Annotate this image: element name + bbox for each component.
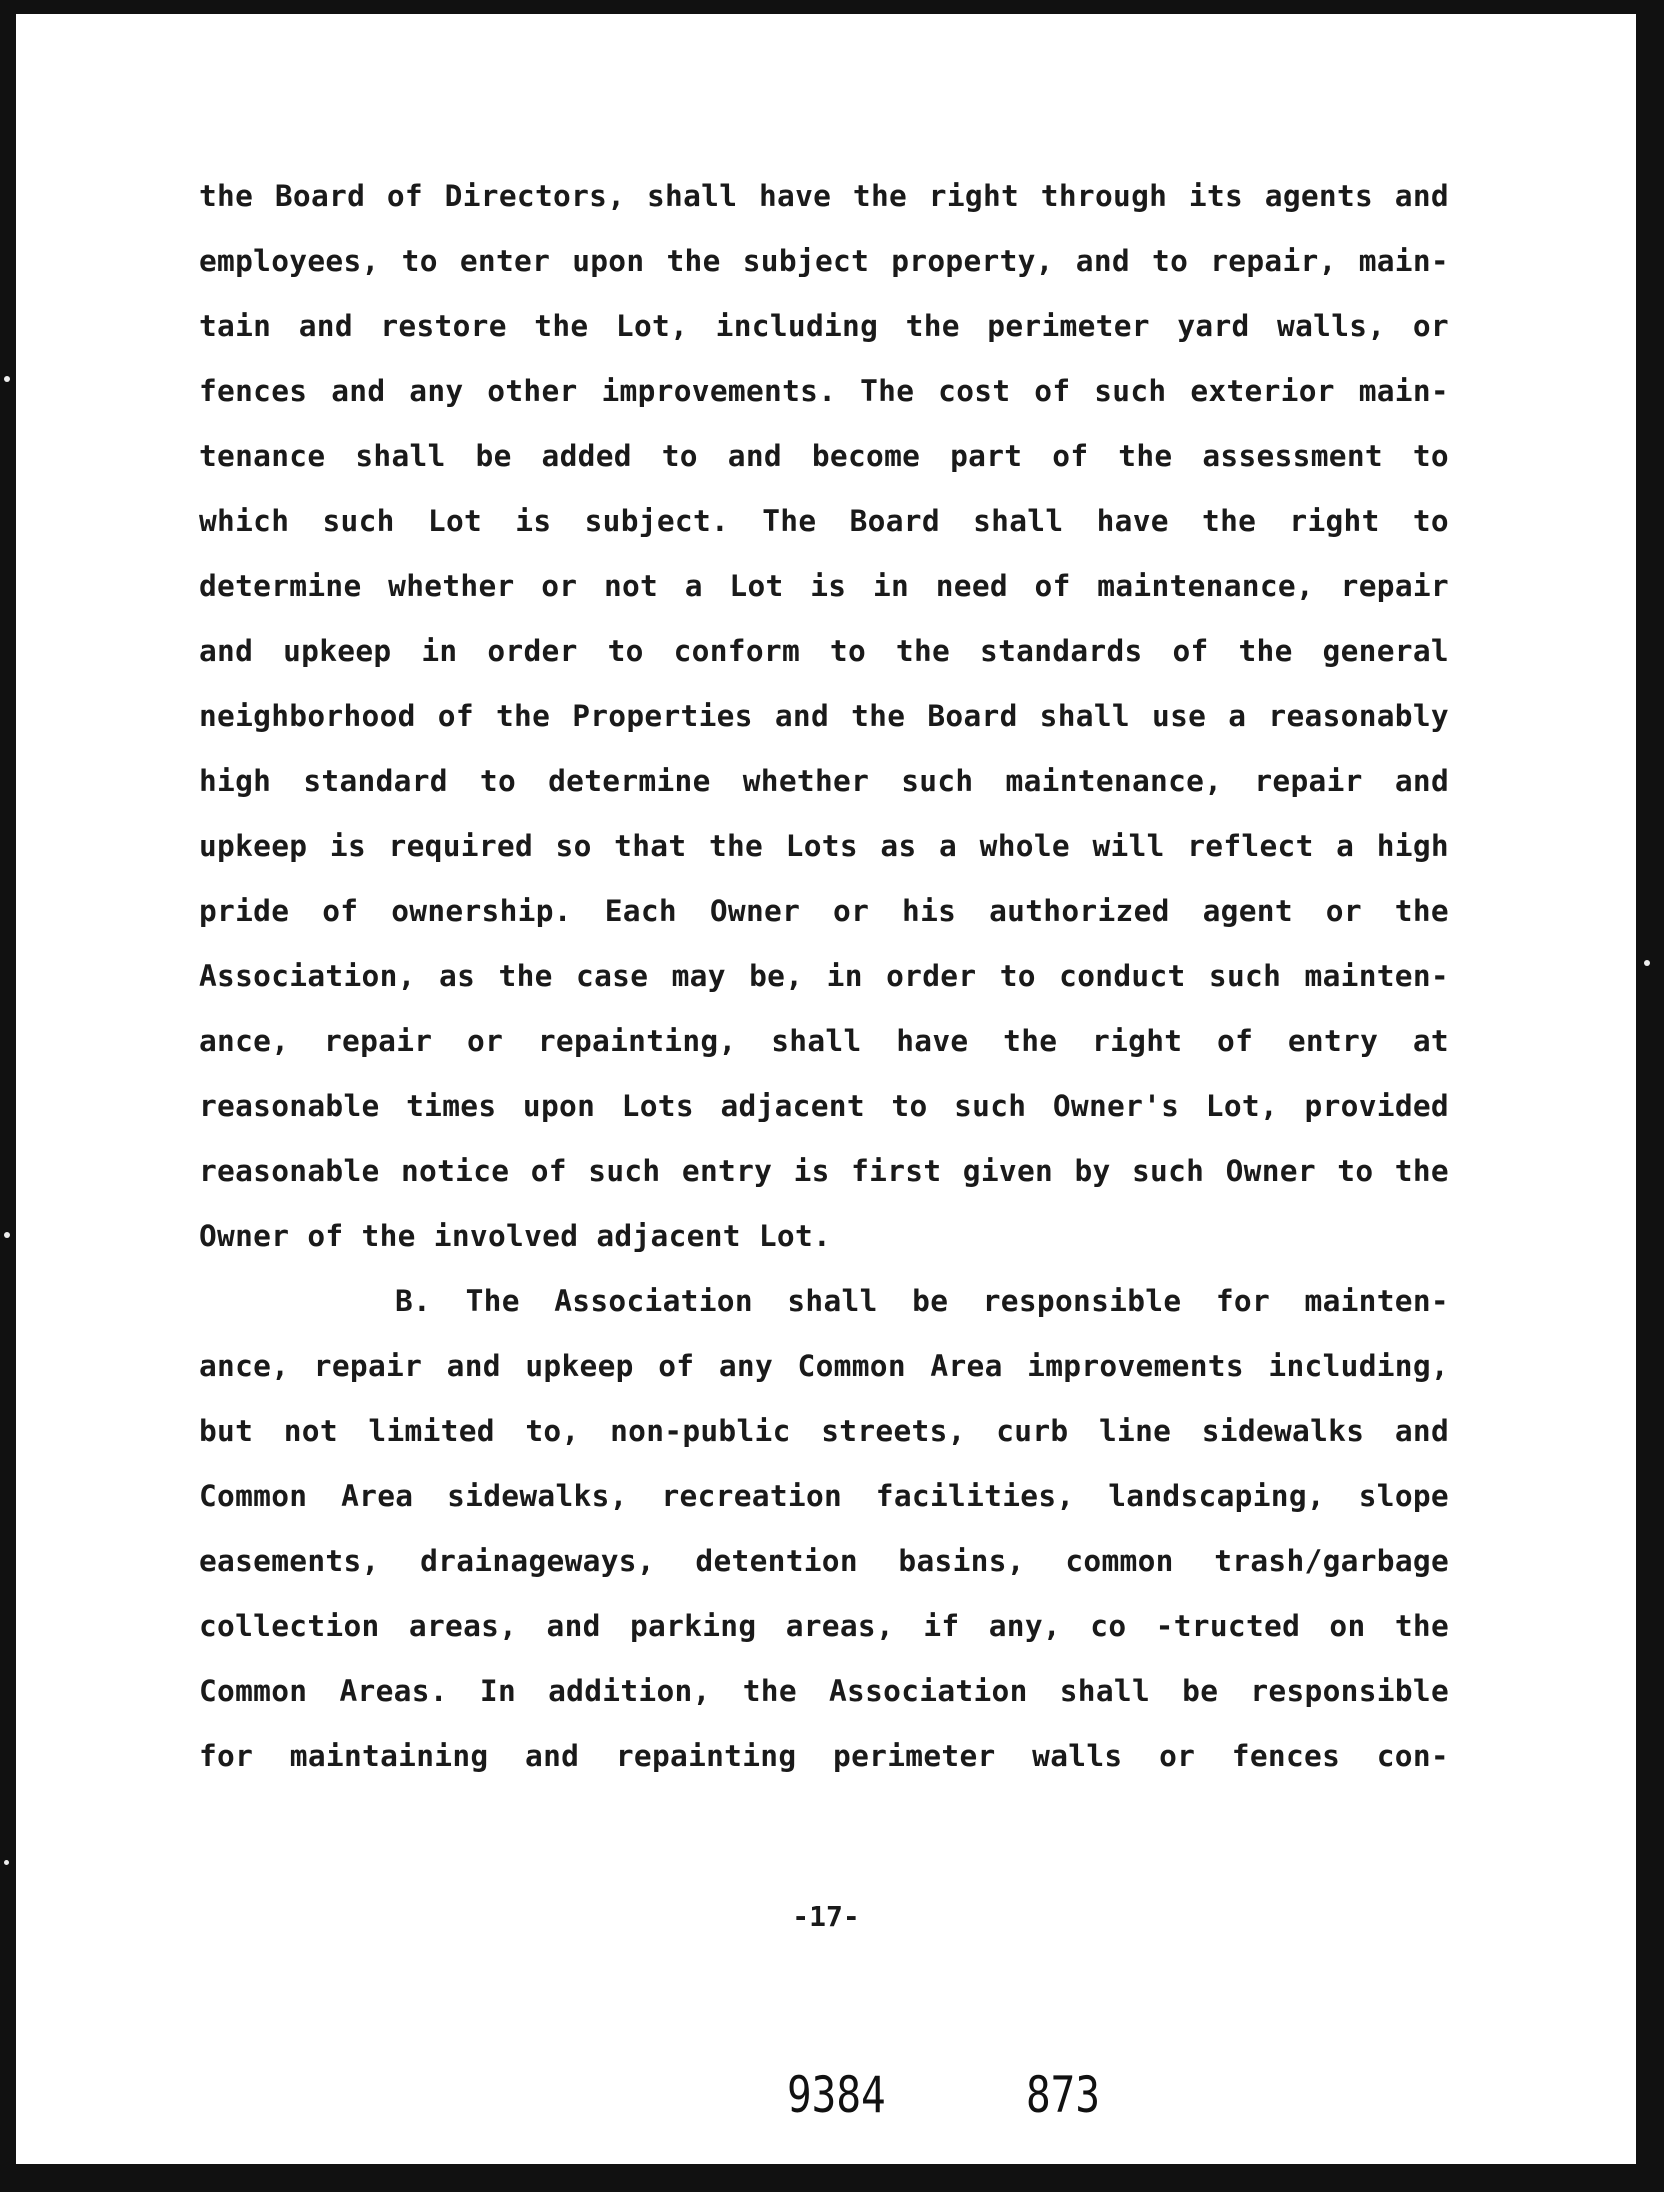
text-line: reasonable times upon Lots adjacent to such Owner's Lot, provided [199, 1089, 1449, 1123]
text-line: fences and any other improvements. The cost of such exterior main- [199, 374, 1449, 408]
text-line: ance, repair and upkeep of any Common Area improvements including, [199, 1349, 1449, 1383]
document-page [16, 14, 1636, 2164]
text-line: determine whether or not a Lot is in need of maintenance, repair [199, 569, 1449, 603]
text-line: pride of ownership. Each Owner or his authorized agent or the [199, 894, 1449, 928]
page-number: -17- [792, 1900, 860, 1933]
text-line: upkeep is required so that the Lots as a whole will reflect a high [199, 829, 1449, 863]
text-line: employees, to enter upon the subject property, and to repair, main- [199, 244, 1449, 278]
text-line: Common Areas. In addition, the Association shall be responsible [199, 1674, 1449, 1708]
text-line: Common Area sidewalks, recreation facilities, landscaping, slope [199, 1479, 1449, 1513]
text-line: the Board of Directors, shall have the right through its agents and [199, 179, 1449, 213]
recording-book-number: 9384 [787, 2066, 886, 2124]
scan-speck [4, 1232, 10, 1238]
text-line: reasonable notice of such entry is first given by such Owner to the [199, 1154, 1449, 1188]
text-line: which such Lot is subject. The Board shall have the right to [199, 504, 1449, 538]
scan-speck [4, 376, 10, 382]
document-body [199, 164, 1449, 1789]
recording-page-number: 873 [1026, 2066, 1101, 2124]
text-line: ance, repair or repainting, shall have the right of entry at [199, 1024, 1449, 1058]
text-line: for maintaining and repainting perimeter walls or fences con- [199, 1739, 1449, 1773]
text-line: neighborhood of the Properties and the Board shall use a reasonably [199, 699, 1449, 733]
text-line: but not limited to, non-public streets, curb line sidewalks and [199, 1414, 1449, 1448]
text-line: easements, drainageways, detention basins, common trash/garbage [199, 1544, 1449, 1578]
text-line: B. The Association shall be responsible for mainten- [395, 1284, 1449, 1318]
text-line: Owner of the involved adjacent Lot. [199, 1219, 832, 1253]
text-line: tain and restore the Lot, including the perimeter yard walls, or [199, 309, 1449, 343]
text-line: tenance shall be added to and become part of the assessment to [199, 439, 1449, 473]
text-line: and upkeep in order to conform to the standards of the general [199, 634, 1449, 668]
scan-speck [1644, 960, 1650, 966]
text-line: collection areas, and parking areas, if any, co -tructed on the [199, 1609, 1449, 1643]
text-line: high standard to determine whether such maintenance, repair and [199, 764, 1449, 798]
text-line: Association, as the case may be, in order to conduct such mainten- [199, 959, 1449, 993]
scan-speck [4, 1860, 9, 1865]
